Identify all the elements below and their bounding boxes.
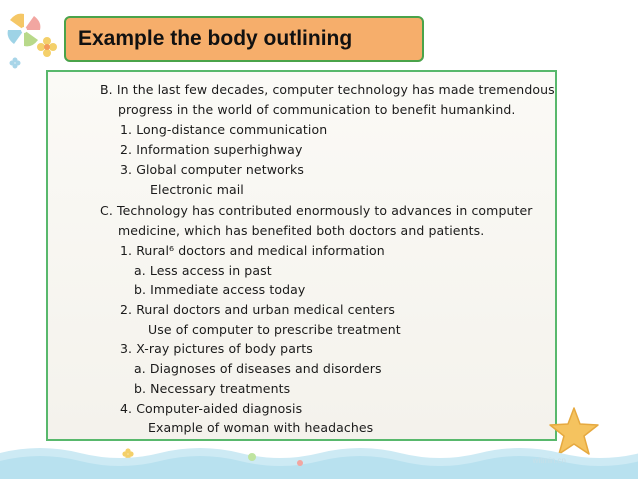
outline-line: 3. Global computer networks	[120, 162, 304, 177]
outline-line: 1. Long-distance communication	[120, 122, 328, 137]
outline-line: medicine, which has benefited both doctors and patients.	[118, 223, 485, 238]
outline-line: 4. Computer-aided diagnosis	[120, 401, 303, 416]
outline-line: Use of computer to prescribe treatment	[148, 322, 401, 337]
slide-title-box	[64, 16, 424, 62]
outline-line: B. In the last few decades, computer technology has made tremendous	[100, 82, 555, 97]
document-image	[46, 70, 557, 441]
outline-line: a. Less access in past	[134, 263, 272, 278]
outline-line: 3. X-ray pictures of body parts	[120, 341, 313, 356]
slide-title: Example the body outlining	[78, 27, 353, 50]
outline-line: b. Necessary treatments	[134, 381, 291, 396]
flower-icon	[34, 34, 60, 60]
outline-line: progress in the world of communication to benefit humankind.	[118, 102, 516, 117]
outline-line: b. Immediate access today	[134, 282, 306, 297]
outline-line: 2. Rural doctors and urban medical centers	[120, 302, 396, 317]
outline-line: 1. Rural⁶ doctors and medical information	[120, 243, 385, 258]
outline-line: Electronic mail	[150, 182, 244, 197]
outline-line: Example of woman with headaches	[148, 420, 374, 435]
watermark: witmin.cn	[532, 456, 566, 465]
flower-icon	[8, 56, 22, 70]
outline-line: C. Technology has contributed enormously to advances in computer	[100, 203, 533, 218]
outline-line: a. Diagnoses of diseases and disorders	[134, 361, 382, 376]
outline-line: 2. Information superhighway	[120, 142, 303, 157]
